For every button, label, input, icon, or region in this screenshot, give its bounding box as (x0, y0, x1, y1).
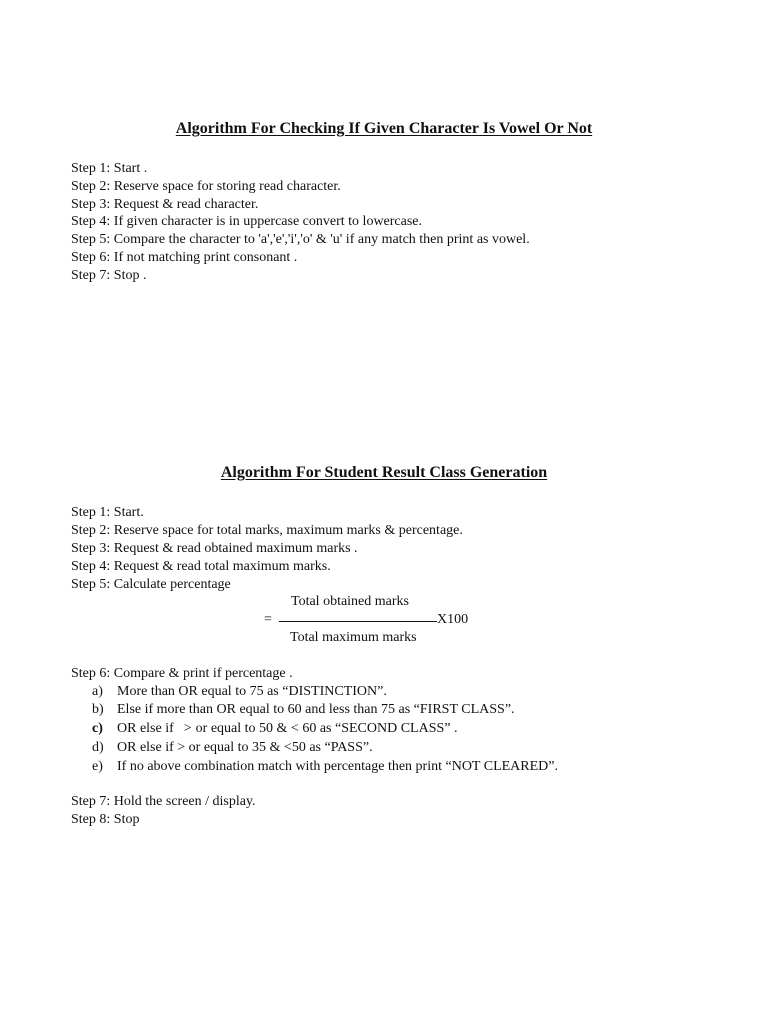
condition-c (92, 720, 458, 738)
section2-step-4: Step 4: Request & read total maximum marks. (71, 559, 331, 574)
fraction-bar (279, 621, 437, 622)
condition-a (92, 683, 387, 701)
section2-title: Algorithm For Student Result Class Generation (220, 464, 548, 481)
section1-step-5: Step 5: Compare the character to 'a','e','i','o' & 'u' if any match then print as vowel. (71, 232, 530, 247)
formula-denominator: Total maximum marks (290, 630, 417, 645)
condition-e-marker: e) (92, 759, 103, 774)
section1-step-4: Step 4: If given character is in uppercase convert to lowercase. (71, 214, 423, 229)
condition-a-text: More than OR equal to 75 as “DISTINCTION”. (117, 684, 387, 699)
formula-numerator: Total obtained marks (291, 594, 409, 609)
condition-d-text: OR else if > or equal to 35 & <50 as “PASS”. (117, 740, 373, 755)
section1-step-6: Step 6: If not matching print consonant . (71, 250, 298, 265)
section1-step-2: Step 2: Reserve space for storing read character. (71, 179, 341, 194)
formula-multiplier: X100 (437, 612, 469, 627)
condition-b (92, 701, 515, 719)
condition-b-text: Else if more than OR equal to 60 and less than 75 as “FIRST CLASS”. (117, 702, 515, 717)
section1-step-7: Step 7: Stop . (71, 268, 147, 283)
section2-step-2: Step 2: Reserve space for total marks, maximum marks & percentage. (71, 523, 463, 538)
condition-c-symbol: > (183, 721, 192, 736)
condition-b-marker: b) (92, 702, 104, 717)
formula-equals: = (264, 612, 272, 627)
section1-step-3: Step 3: Request & read character. (71, 197, 259, 212)
condition-c-marker: c) (92, 721, 103, 736)
section2-step-6: Step 6: Compare & print if percentage . (71, 666, 293, 681)
condition-d (92, 739, 373, 757)
condition-a-marker: a) (92, 684, 103, 699)
section2-step-8: Step 8: Stop (71, 812, 140, 827)
section2-step-7: Step 7: Hold the screen / display. (71, 794, 256, 809)
section1-step-1: Step 1: Start . (71, 161, 148, 176)
section2-step-3: Step 3: Request & read obtained maximum marks . (71, 541, 358, 556)
condition-c-text-before: OR else if (117, 721, 174, 736)
section2-step-5: Step 5: Calculate percentage (71, 577, 231, 592)
condition-d-marker: d) (92, 740, 104, 755)
section1-title: Algorithm For Checking If Given Character Is Vowel Or Not (175, 120, 593, 137)
condition-c-text-after: or equal to 50 & < 60 as “SECOND CLASS” . (195, 721, 458, 736)
condition-e (92, 758, 558, 776)
section2-step-1: Step 1: Start. (71, 505, 144, 520)
condition-e-text: If no above combination match with percentage then print “NOT CLEARED”. (117, 759, 558, 774)
